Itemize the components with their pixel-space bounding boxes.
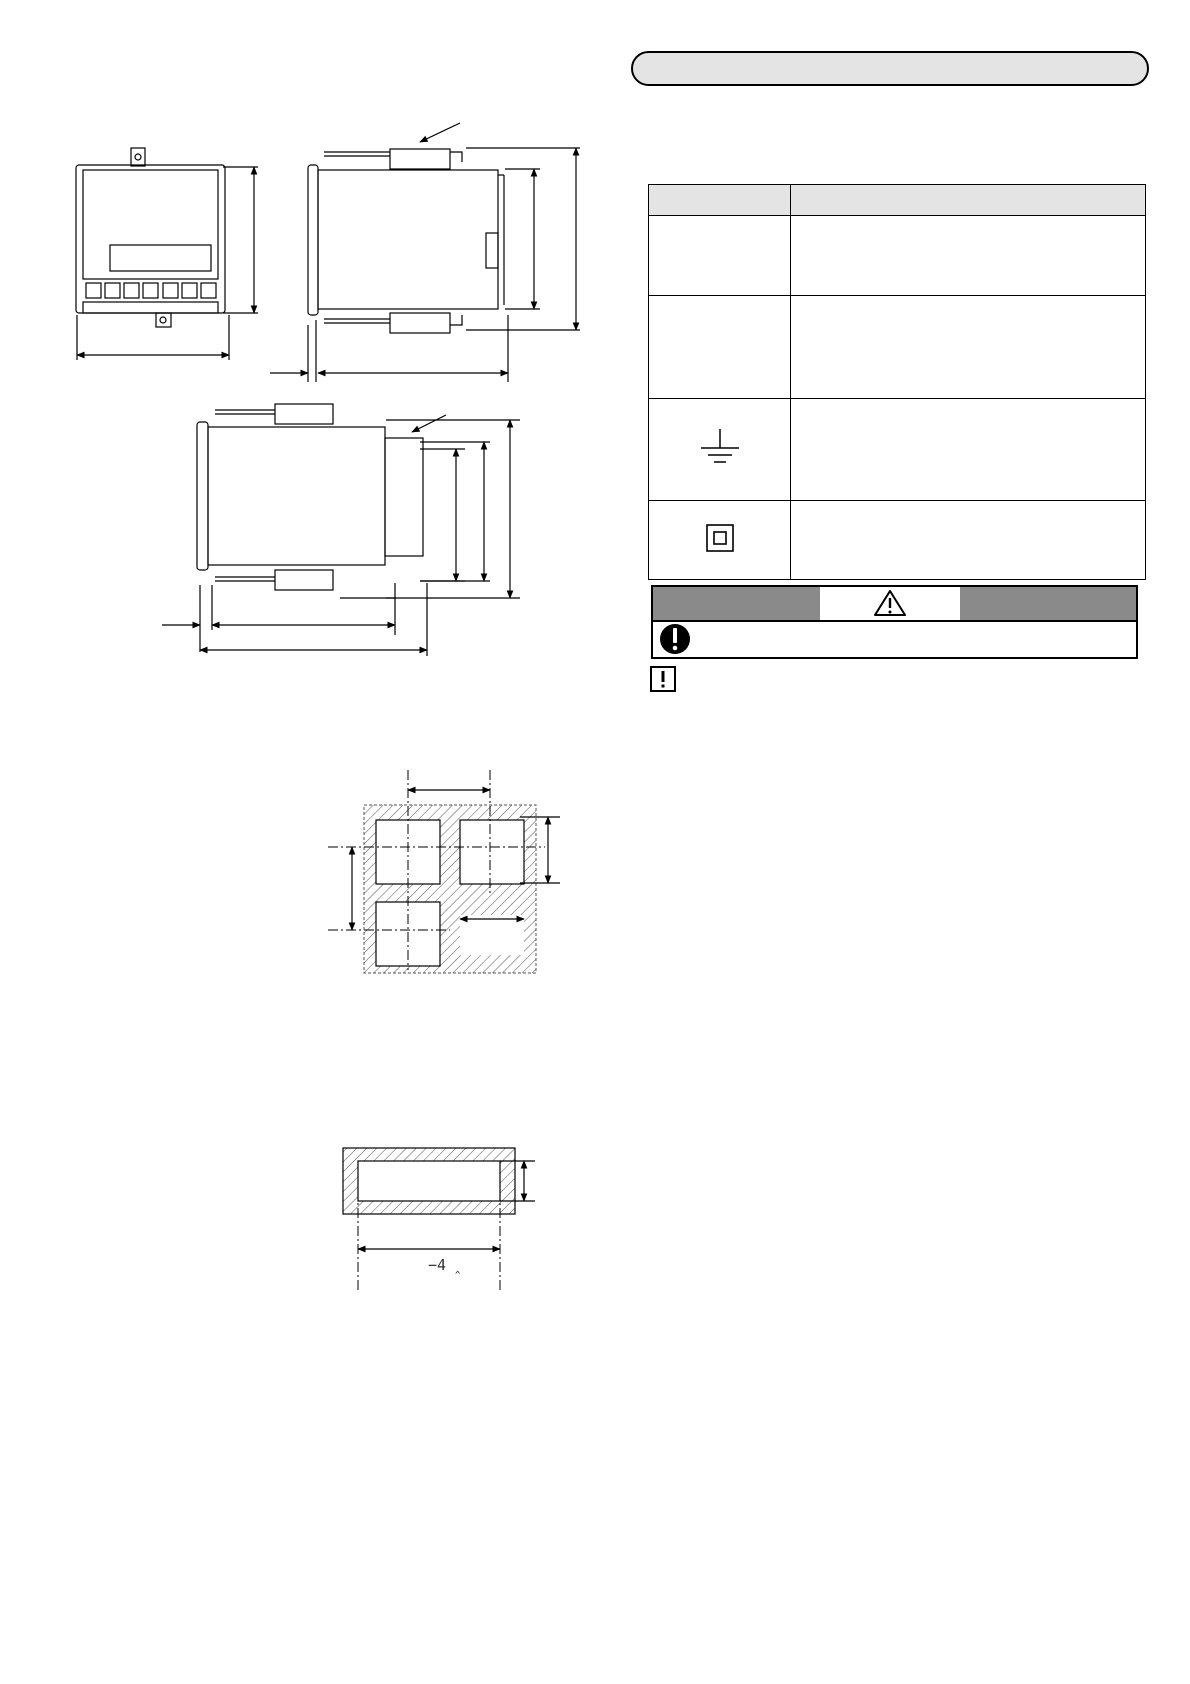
table-row [649, 216, 1146, 296]
table-cell-description [791, 398, 1146, 501]
table-cell-symbol [649, 216, 791, 296]
table-row [649, 501, 1146, 580]
table-cell-symbol [649, 295, 791, 398]
warning-triangle-icon [875, 591, 905, 615]
table-cell-description [791, 501, 1146, 580]
protective-earth-ground-icon [698, 429, 742, 465]
table-cell-symbol [649, 398, 791, 501]
caution-badge [820, 587, 960, 620]
table-header-symbol [649, 185, 791, 216]
exclamation-box-icon [650, 666, 676, 692]
cutout-dimension-label: −4 ‸ [428, 1256, 461, 1274]
symbol-table [648, 184, 1146, 580]
top-view-drawing [162, 404, 520, 656]
table-row [649, 398, 1146, 501]
table-header-description [791, 185, 1146, 216]
table-cell-description [791, 295, 1146, 398]
caution-panel [651, 585, 1138, 659]
side-view-drawing [270, 123, 580, 382]
caution-body [653, 622, 1136, 657]
front-view-drawing [76, 148, 258, 360]
table-row [649, 295, 1146, 398]
table-header-row [649, 185, 1146, 216]
caution-header [653, 587, 1136, 622]
exclamation-circle-icon [660, 624, 690, 654]
double-insulation-icon [706, 524, 734, 552]
dimension-drawings [0, 0, 620, 1300]
panel-cutout-multiple-drawing [328, 770, 560, 973]
section-header-bar [631, 51, 1149, 86]
table-cell-description [791, 216, 1146, 296]
table-cell-symbol [649, 501, 791, 580]
